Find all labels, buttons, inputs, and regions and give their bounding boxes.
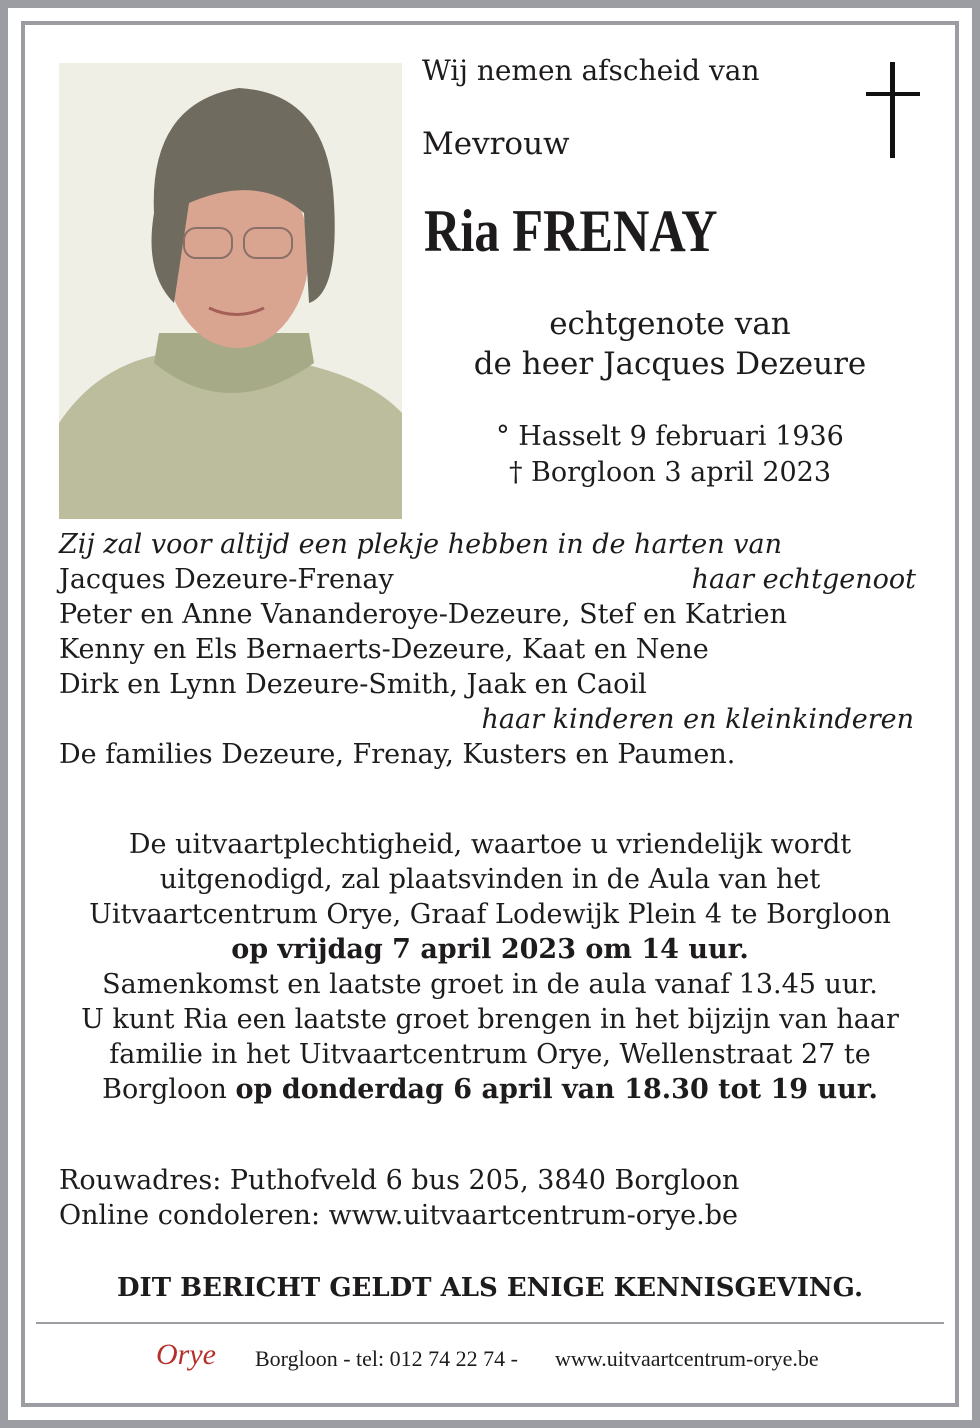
mourning-address: Rouwadres: Puthofveld 6 bus 205, 3840 Borgloon [59,1165,740,1196]
notice-text: DIT BERICHT GELDT ALS ENIGE KENNISGEVING. [116,1273,863,1303]
family-line: Kenny en Els Bernaerts-Dezeure, Kaat en Nene [59,634,709,665]
online-condolences: Online condoleren: www.uitvaartcentrum-orye.be [59,1200,739,1231]
visitation-place: Borgloon [102,1074,236,1105]
divider [36,1322,944,1324]
ceremony-text: Uitvaartcentrum Orye, Graaf Lodewijk Plein 4 te Borgloon [89,899,891,930]
portrait-photo [59,63,402,519]
ceremony-text: Samenkomst en laatste groet in de aula vanaf 13.45 uur. [102,969,878,1000]
family-intro: Zij zal voor altijd een plekje hebben in de harten van [59,529,782,560]
footer-website[interactable]: www.uitvaartcentrum-orye.be [555,1346,819,1371]
spouse-line-2: de heer Jacques Dezeure [473,346,867,382]
family-line: Jacques Dezeure-Frenay [59,564,394,595]
cross-icon-bar [866,92,920,96]
visitation-line [40,1073,940,1107]
family-role: haar kinderen en kleinkinderen [481,704,914,735]
cross-icon [890,62,895,158]
spouse-line-1: echtgenote van [549,306,791,342]
ceremony-date: op vrijdag 7 april 2023 om 14 uur. [231,934,749,965]
salutation: Mevrouw [422,126,570,162]
orye-logo [156,1338,216,1372]
ceremony-text: De uitvaartplechtigheid, waartoe u vriendelijk wordt [128,829,852,860]
footer-info: Borgloon - tel: 012 74 22 74 - [255,1346,518,1371]
family-role: haar echtgenoot [691,564,916,595]
family-line: Dirk en Lynn Dezeure-Smith, Jaak en Caoil [59,669,647,700]
family-line: De families Dezeure, Frenay, Kusters en Paumen. [59,739,736,770]
deceased-name: Ria FRENAY [424,198,718,264]
ceremony-text: U kunt Ria een laatste groet brengen in het bijzijn van haar [81,1004,899,1035]
ceremony-text: familie in het Uitvaartcentrum Orye, Wellenstraat 27 te [109,1039,871,1070]
intro-text: Wij nemen afscheid van [422,54,760,87]
ceremony-text: uitgenodigd, zal plaatsvinden in de Aula van het [159,864,821,895]
family-line: Peter en Anne Vananderoye-Dezeure, Stef en Katrien [59,599,787,630]
visitation-time: op donderdag 6 april van 18.30 tot 19 uur. [235,1074,878,1105]
death-info: † Borgloon 3 april 2023 [508,457,832,488]
birth-info: ° Hasselt 9 februari 1936 [496,421,844,452]
logo-text: Orye [156,1338,216,1371]
